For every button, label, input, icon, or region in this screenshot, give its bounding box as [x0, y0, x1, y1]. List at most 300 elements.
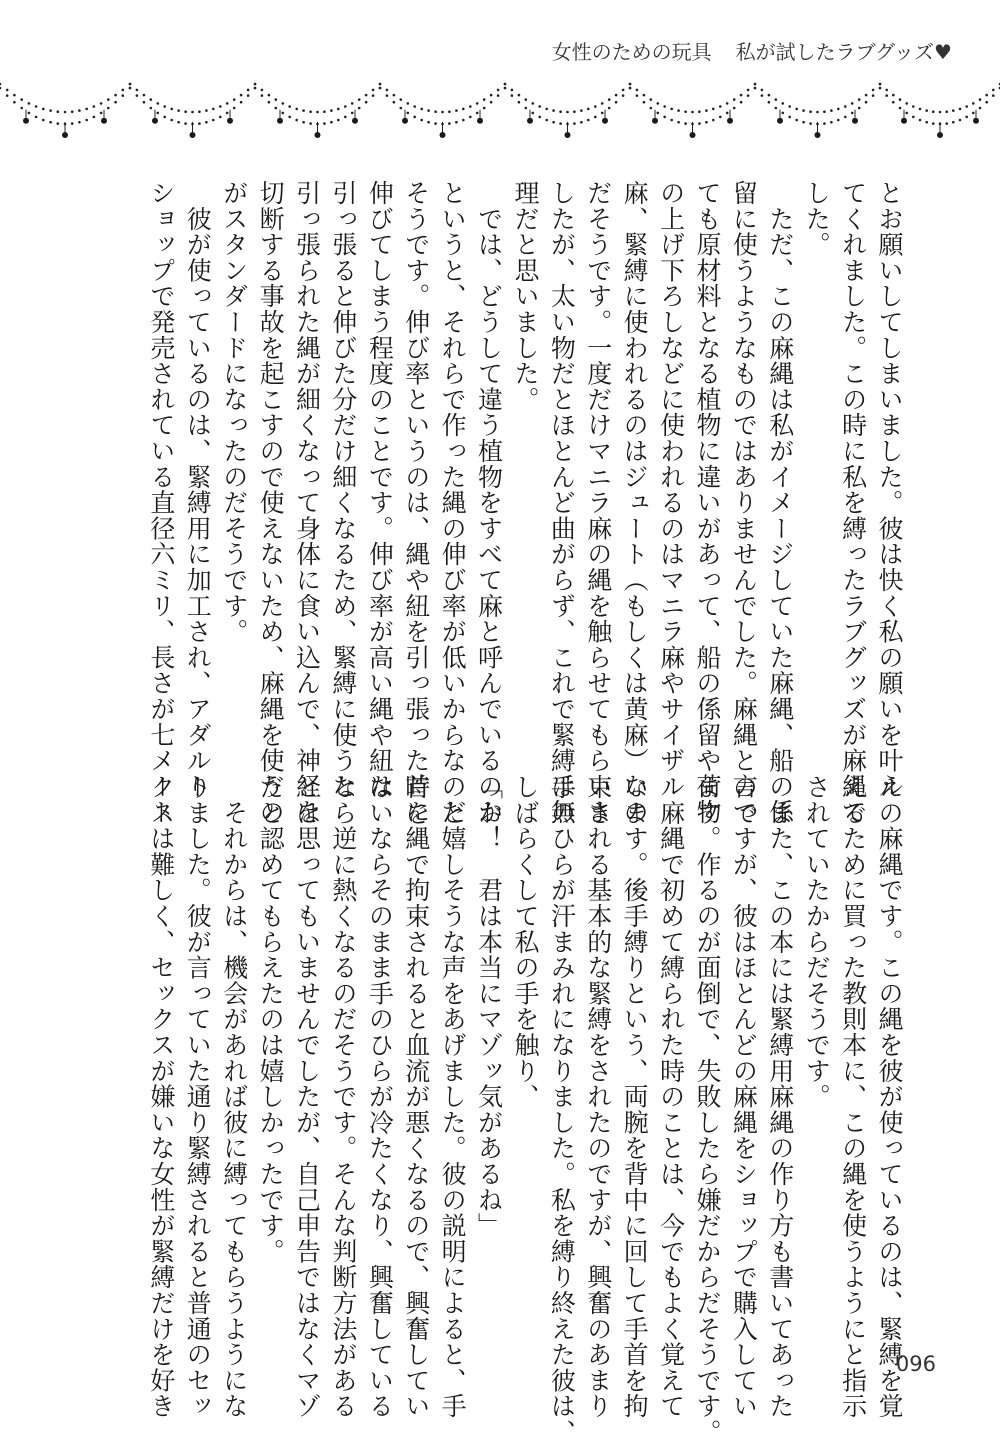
- garland-dot: [122, 89, 125, 92]
- text-column: 理だと思いました。: [510, 180, 540, 413]
- garland-dot: [233, 98, 236, 101]
- garland-dot: [85, 108, 88, 111]
- garland-dot: [594, 116, 597, 119]
- garland-bead: [477, 118, 483, 124]
- text-column: ないならそのまま手のひらが冷たくなり、興奮している: [365, 774, 395, 1419]
- running-header: [552, 36, 952, 65]
- garland-dot: [615, 94, 618, 97]
- garland-dot: [775, 107, 778, 110]
- garland-bead: [152, 118, 158, 124]
- garland-bead: [937, 132, 943, 138]
- garland-bead: [352, 118, 358, 124]
- garland-dot: [657, 102, 660, 105]
- garland-dot: [795, 108, 798, 111]
- garland-dot: [965, 116, 968, 119]
- garland-dot: [525, 107, 528, 110]
- garland-dot: [698, 122, 701, 125]
- garland-dot: [952, 121, 955, 124]
- garland-dot: [905, 112, 908, 115]
- text-column: 引っ張ると伸びた分だけ細くなるため、緊縛に使うと: [328, 180, 358, 800]
- garland-dot: [247, 89, 250, 92]
- garland-dot: [261, 89, 264, 92]
- garland-bead: [602, 118, 608, 124]
- garland-dot: [629, 83, 632, 86]
- garland-dot: [28, 112, 31, 115]
- garland-dot: [483, 98, 486, 101]
- garland-dot: [892, 94, 895, 97]
- garland-dot: [163, 116, 166, 119]
- garland-dot: [57, 122, 60, 125]
- garland-dot: [469, 105, 472, 108]
- garland-dot: [170, 119, 173, 122]
- garland-dot: [892, 101, 895, 104]
- garland-dot: [538, 105, 541, 108]
- garland-dot: [386, 89, 389, 92]
- garland-dot: [775, 98, 778, 101]
- garland-dot: [851, 102, 854, 105]
- garland-dot: [872, 89, 875, 92]
- garland-dot: [985, 101, 988, 104]
- garland-dot: [35, 105, 38, 108]
- garland-dot: [712, 108, 715, 111]
- garland-dot: [608, 98, 611, 101]
- text-column: 彼が使っているのは、緊縛用に加工され、アダルト: [183, 180, 213, 800]
- garland-dot: [885, 89, 888, 92]
- garland-dot: [959, 108, 962, 111]
- garland-dot: [985, 94, 988, 97]
- garland-dot: [945, 110, 948, 113]
- garland-dot: [57, 110, 60, 113]
- garland-dot: [49, 109, 52, 112]
- chapter-title: 私が試したラブグッズ♥: [735, 40, 952, 64]
- garland-dot: [858, 107, 861, 110]
- text-column: した。: [802, 180, 832, 258]
- garland-dot: [129, 83, 132, 86]
- garland-dot: [413, 105, 416, 108]
- garland-dot: [114, 101, 117, 104]
- garland-dot: [663, 105, 666, 108]
- garland-dot: [400, 98, 403, 101]
- garland-dot: [393, 101, 396, 104]
- garland-bead: [62, 132, 68, 138]
- garland-dot: [497, 94, 500, 97]
- garland-bead: [565, 132, 571, 138]
- garland-bead: [190, 132, 196, 138]
- garland-dot: [490, 94, 493, 97]
- garland-dot: [788, 105, 791, 108]
- garland-dot: [191, 111, 194, 114]
- garland-dot: [566, 111, 569, 114]
- garland-dot: [282, 102, 285, 105]
- garland-dot: [35, 116, 38, 119]
- garland-dot: [782, 112, 785, 115]
- garland-bead: [23, 118, 29, 124]
- garland-dot: [768, 101, 771, 104]
- garland-dot: [448, 110, 451, 113]
- garland-dot: [726, 112, 729, 115]
- garland-dot: [150, 98, 153, 101]
- garland-bead: [690, 132, 696, 138]
- garland-dot: [719, 116, 722, 119]
- text-column: 切断する事故を起こすので使えないため、麻縄を使うの: [256, 180, 286, 825]
- garland-dot: [865, 101, 868, 104]
- garland-dot: [719, 105, 722, 108]
- garland-dot: [344, 105, 347, 108]
- text-column: とお願いしてしまいました。彼は快く私の願いを叶え: [875, 180, 904, 800]
- garland-dot: [809, 110, 812, 113]
- garland-dot: [100, 112, 103, 115]
- garland-dot: [959, 119, 962, 122]
- garland-dot: [830, 121, 833, 124]
- garland-dot: [830, 109, 833, 112]
- garland-dot: [42, 108, 45, 111]
- text-column: というと、それらで作った縄の伸び率が低いからなのだ: [438, 180, 468, 825]
- garland-dot: [351, 102, 354, 105]
- garland-dot: [275, 107, 278, 110]
- garland-dot: [622, 94, 625, 97]
- garland-dot: [323, 122, 326, 125]
- garland-dot: [323, 110, 326, 113]
- garland-dot: [455, 121, 458, 124]
- garland-dot: [615, 101, 618, 104]
- text-column: と嬉しそうな声をあげました。彼の説明によると、手: [438, 774, 468, 1419]
- garland-dot: [49, 121, 52, 124]
- garland-dot: [952, 109, 955, 112]
- garland-dot: [20, 107, 23, 110]
- garland-dot: [212, 119, 215, 122]
- text-column: の上げ下ろしなどに使われるのはマニラ麻やサイザル: [656, 180, 686, 800]
- garland-dot: [823, 110, 826, 113]
- garland-dot: [163, 105, 166, 108]
- garland-dot: [490, 101, 493, 104]
- garland-dot: [545, 119, 548, 122]
- garland-dot: [844, 116, 847, 119]
- garland-dot: [532, 112, 535, 115]
- garland-dot: [823, 122, 826, 125]
- garland-dot: [559, 122, 562, 125]
- garland-dot: [100, 102, 103, 105]
- garland-dot: [337, 108, 340, 111]
- garland-dot: [504, 83, 507, 86]
- garland-bead: [527, 118, 533, 124]
- garland-dot: [538, 116, 541, 119]
- garland-dot: [837, 108, 840, 111]
- garland-dot: [268, 101, 271, 104]
- garland-dot: [309, 122, 312, 125]
- garland-dot: [992, 94, 995, 97]
- garland-dot: [545, 108, 548, 111]
- garland-dot: [28, 102, 31, 105]
- text-column: 束される基本的な緊縛をされたのですが、興奮のあまり: [583, 774, 613, 1419]
- garland-dot: [226, 102, 229, 105]
- garland-dot: [295, 119, 298, 122]
- text-column: ショップで発売されている直径六ミリ、長さが七メート: [146, 180, 176, 825]
- text-column: 手のひらが汗まみれになりました。私を縛り終えた彼は、: [547, 774, 577, 1445]
- garland-bead: [777, 118, 783, 124]
- text-column: しばらくして私の手を触り、: [510, 774, 540, 1110]
- text-column: えるために買った教則本に、この縄を使うようにと指示: [838, 774, 868, 1419]
- garland-dot: [899, 98, 902, 101]
- garland-dot: [372, 94, 375, 97]
- garland-dot: [979, 107, 982, 110]
- garland-dot: [511, 89, 514, 92]
- garland-bead: [901, 118, 907, 124]
- text-column: だそうです。一度だけマニラ麻の縄を触らせてもらいま: [583, 180, 613, 825]
- garland-dot: [6, 89, 9, 92]
- garland-dot: [71, 122, 74, 125]
- text-column: ても原材料となる植物に違いがあって、船の係留や荷物: [692, 180, 722, 825]
- garland-dot: [344, 116, 347, 119]
- garland-dot: [670, 119, 673, 122]
- garland-dot: [879, 87, 882, 90]
- garland-dot: [594, 105, 597, 108]
- garland-dot: [740, 101, 743, 104]
- garland-dot: [427, 121, 430, 124]
- garland-dot: [386, 94, 389, 97]
- garland-dot: [932, 122, 935, 125]
- garland-dot: [184, 110, 187, 113]
- garland-bead: [227, 118, 233, 124]
- garland-bead: [973, 118, 979, 124]
- garland-dot: [427, 109, 430, 112]
- garland-dot: [684, 122, 687, 125]
- garland-dot: [337, 119, 340, 122]
- garland-dot: [64, 111, 67, 114]
- garland-dot: [919, 119, 922, 122]
- garland-dot: [705, 109, 708, 112]
- garland-dot: [788, 116, 791, 119]
- garland-bead: [315, 132, 321, 138]
- garland-dot: [240, 94, 243, 97]
- garland-dot: [407, 102, 410, 105]
- garland-dot: [650, 107, 653, 110]
- garland-dot: [768, 94, 771, 97]
- garland-dot: [912, 105, 915, 108]
- garland-dot: [965, 105, 968, 108]
- garland-dot: [379, 83, 382, 86]
- garland-dot: [71, 110, 74, 113]
- garland-dot: [150, 107, 153, 110]
- garland-dot: [636, 94, 639, 97]
- garland-dot: [302, 121, 305, 124]
- garland-dot: [143, 94, 146, 97]
- garland-dot: [939, 111, 942, 114]
- garland-dot: [261, 94, 264, 97]
- text-column: そうです。伸び率というのは、縄や紐を引っ張った時に: [401, 180, 431, 825]
- garland-dot: [885, 94, 888, 97]
- garland-dot: [809, 122, 812, 125]
- garland-dot: [275, 98, 278, 101]
- garland-dot: [608, 107, 611, 110]
- garland-dot: [226, 112, 229, 115]
- garland-dot: [420, 119, 423, 122]
- garland-dot: [316, 111, 319, 114]
- garland-dot: [114, 94, 117, 97]
- garland-dot: [992, 89, 995, 92]
- garland-bead: [815, 132, 821, 138]
- garland-dot: [143, 101, 146, 104]
- garland-dot: [925, 109, 928, 112]
- garland-dot: [184, 122, 187, 125]
- garland-dot: [925, 121, 928, 124]
- text-column: ルの麻縄です。この縄を彼が使っているのは、緊縛を覚: [875, 774, 904, 1419]
- garland-dot: [932, 110, 935, 113]
- garland-dot: [455, 109, 458, 112]
- garland-dot: [122, 94, 125, 97]
- garland-dot: [469, 116, 472, 119]
- garland-dot: [912, 116, 915, 119]
- garland-dot: [552, 121, 555, 124]
- garland-bead: [402, 118, 408, 124]
- text-column: います。後手縛りという、両腕を背中に回して手首を拘: [620, 774, 650, 1419]
- garland-dot: [78, 121, 81, 124]
- garland-dot: [288, 105, 291, 108]
- garland-dot: [754, 87, 757, 90]
- garland-dot: [434, 122, 437, 125]
- garland-dot: [420, 108, 423, 111]
- text-column: したが、太い物だとほとんど曲がらず、これで緊縛は無: [547, 180, 577, 825]
- garland-dot: [580, 121, 583, 124]
- garland-dot: [761, 89, 764, 92]
- garland-dot: [733, 98, 736, 101]
- garland-dot: [295, 108, 298, 111]
- garland-dot: [622, 89, 625, 92]
- garland-dot: [677, 109, 680, 112]
- garland-dot: [434, 110, 437, 113]
- garland-bead: [727, 118, 733, 124]
- garland-dot: [643, 101, 646, 104]
- garland-dot: [372, 89, 375, 92]
- garland-dot: [532, 102, 535, 105]
- garland-dot: [573, 122, 576, 125]
- garland-dot: [177, 109, 180, 112]
- garland-dot: [684, 110, 687, 113]
- garland-dot: [879, 83, 882, 86]
- garland-dot: [601, 112, 604, 115]
- garland-dot: [78, 109, 81, 112]
- book-title: 女性のための玩具: [551, 40, 712, 64]
- garland-dot: [754, 83, 757, 86]
- text-column: りました。彼が言っていた通り緊縛されると普通のセッ: [183, 774, 213, 1419]
- text-column: ただ、この麻縄は私がイメージしていた麻縄、船の係: [765, 180, 795, 825]
- garland-dot: [816, 111, 819, 114]
- garland-bead: [652, 118, 658, 124]
- garland-dot: [462, 108, 465, 111]
- garland-dot: [698, 110, 701, 113]
- garland-dot: [636, 89, 639, 92]
- garland-dot: [13, 101, 16, 104]
- garland-dot: [782, 102, 785, 105]
- garland-dot: [205, 109, 208, 112]
- garland-dot: [587, 119, 590, 122]
- garland-dot: [268, 94, 271, 97]
- text-column: がスタンダードになったのだそうです。: [219, 180, 249, 645]
- garland-dot: [282, 112, 285, 115]
- garland-dot: [802, 121, 805, 124]
- garland-dot: [254, 87, 257, 90]
- garland-dot: [518, 94, 521, 97]
- garland-dot: [865, 94, 868, 97]
- garland-bead: [852, 118, 858, 124]
- garland-dot: [136, 94, 139, 97]
- garland-dot: [42, 119, 45, 122]
- garland-dot: [157, 112, 160, 115]
- garland-dot: [407, 112, 410, 115]
- garland-dot: [441, 111, 444, 114]
- garland-dot: [552, 109, 555, 112]
- garland-dot: [205, 121, 208, 124]
- garland-dot: [483, 107, 486, 110]
- garland-dot: [945, 122, 948, 125]
- garland-dot: [13, 94, 16, 97]
- text-column: 首を縄で拘束されると血流が悪くなるので、興奮してい: [401, 774, 431, 1419]
- garland-dot: [302, 109, 305, 112]
- garland-dot: [93, 105, 96, 108]
- text-column: 引っ張られた縄が細くなって身体に食い込んで、神経を: [292, 180, 322, 825]
- garland-dot: [358, 98, 361, 101]
- text-column: ます。作るのが面倒で、失敗したら嫌だからだそうです。: [692, 774, 722, 1445]
- garland-dot: [795, 119, 798, 122]
- garland-dot: [587, 108, 590, 111]
- garland-dot: [107, 98, 110, 101]
- garland-dot: [899, 107, 902, 110]
- garland-dot: [462, 119, 465, 122]
- garland-dot: [747, 94, 750, 97]
- text-column: 麻縄で初めて縛られた時のことは、今でもよく覚えて: [656, 774, 686, 1419]
- garland-dot: [761, 94, 764, 97]
- text-column: だと認めてもらえたのは嬉しかったです。: [256, 774, 286, 1265]
- garland-dot: [851, 112, 854, 115]
- garland-dot: [643, 94, 646, 97]
- garland-dot: [629, 87, 632, 90]
- garland-dot: [580, 109, 583, 112]
- garland-dot: [670, 108, 673, 111]
- garland-dot: [476, 112, 479, 115]
- garland-dot: [525, 98, 528, 101]
- text-column: では、どうして違う植物をすべて麻と呼んでいるのか: [474, 180, 504, 825]
- garland-dot: [288, 116, 291, 119]
- garland-dot: [476, 102, 479, 105]
- garland-dot: [747, 89, 750, 92]
- text-column: とは思ってもいませんでしたが、自己申告ではなくマゾ: [292, 774, 322, 1419]
- garland-dot: [650, 98, 653, 101]
- text-block-top: [111, 180, 907, 825]
- garland-dot: [365, 101, 368, 104]
- garland-dot: [972, 112, 975, 115]
- garland-dot: [309, 110, 312, 113]
- garland-dot: [240, 101, 243, 104]
- garland-dot: [657, 112, 660, 115]
- text-column: 伸びてしまう程度のことです。伸び率が高い縄や紐は: [365, 180, 395, 800]
- text-column: 麻、緊縛に使われるのはジュート（もしくは黄麻）なの: [620, 180, 650, 825]
- garland-dot: [358, 107, 361, 110]
- text-column: それからは、機会があれば彼に縛ってもらうようにな: [219, 774, 249, 1419]
- garland-bead: [440, 132, 446, 138]
- text-column: また、この本には緊縛用麻縄の作り方も書いてあった: [765, 774, 795, 1419]
- text-column: 「お！ 君は本当にマゾッ気があるね」: [474, 774, 504, 1239]
- garland-dot: [712, 119, 715, 122]
- garland-dot: [0, 87, 1, 90]
- text-block-bottom: [111, 774, 907, 1445]
- garland-dot: [905, 102, 908, 105]
- garland-dot: [837, 119, 840, 122]
- text-column: てくれました。この時に私を縛ったラブグッズが麻縄で: [838, 180, 868, 825]
- garland-dot: [733, 107, 736, 110]
- garland-dot: [872, 94, 875, 97]
- garland-dot: [157, 102, 160, 105]
- garland-dot: [802, 109, 805, 112]
- garland-bead: [277, 118, 283, 124]
